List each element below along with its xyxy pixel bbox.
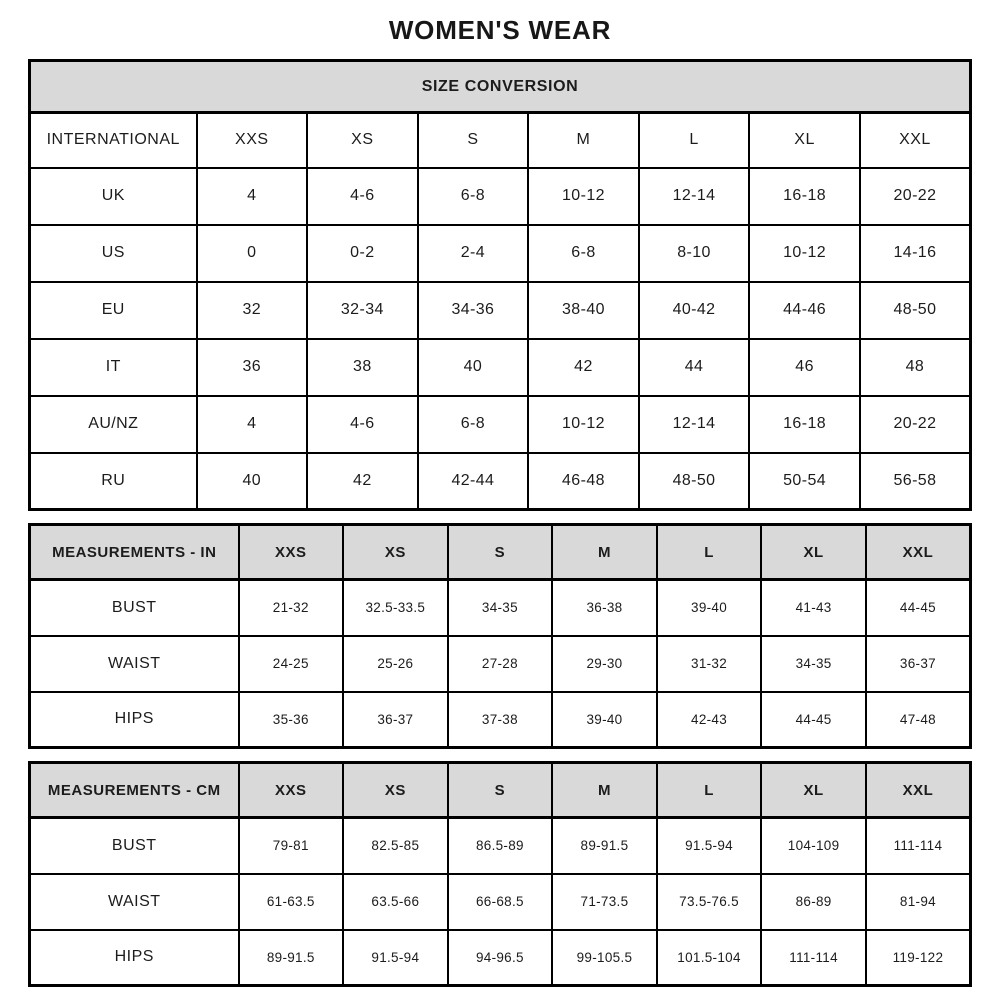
value-cell: 44-45 (761, 692, 866, 748)
value-cell: 89-91.5 (239, 930, 344, 986)
table-row (30, 580, 971, 636)
value-cell: 29-30 (552, 636, 657, 692)
column-header-size: XXL (860, 113, 971, 168)
column-header-label: INTERNATIONAL (30, 113, 197, 168)
value-cell: 66-68.5 (448, 874, 553, 930)
table-row (30, 818, 971, 874)
column-header-size: S (418, 113, 529, 168)
value-cell: 35-36 (239, 692, 344, 748)
column-header-size: M (552, 763, 657, 818)
column-header-size: L (639, 113, 750, 168)
value-cell: 32.5-33.5 (343, 580, 448, 636)
value-cell: 6-8 (418, 168, 529, 225)
value-cell: 16-18 (749, 396, 860, 453)
column-header-size: XXL (866, 763, 971, 818)
value-cell: 119-122 (866, 930, 971, 986)
value-cell: 91.5-94 (657, 818, 762, 874)
value-cell: 25-26 (343, 636, 448, 692)
value-cell: 36 (197, 339, 308, 396)
value-cell: 47-48 (866, 692, 971, 748)
value-cell: 81-94 (866, 874, 971, 930)
row-label: RU (30, 453, 197, 510)
column-header-size: S (448, 525, 553, 580)
value-cell: 36-37 (343, 692, 448, 748)
value-cell: 4 (197, 396, 308, 453)
row-label: WAIST (30, 636, 239, 692)
page-title: WOMEN'S WEAR (388, 15, 612, 45)
value-cell: 8-10 (639, 225, 750, 282)
value-cell: 73.5-76.5 (657, 874, 762, 930)
value-cell: 14-16 (860, 225, 971, 282)
value-cell: 44 (639, 339, 750, 396)
measurements-cm-header-row (30, 763, 971, 818)
value-cell: 32 (197, 282, 308, 339)
value-cell: 42-43 (657, 692, 762, 748)
table-row (30, 339, 971, 396)
column-header-size: XL (749, 113, 860, 168)
value-cell: 40 (418, 339, 529, 396)
row-label: UK (30, 168, 197, 225)
value-cell: 6-8 (528, 225, 639, 282)
value-cell: 44-45 (866, 580, 971, 636)
column-header-size: M (552, 525, 657, 580)
value-cell: 12-14 (639, 168, 750, 225)
column-header-size: XXS (239, 525, 344, 580)
value-cell: 4 (197, 168, 308, 225)
table-row (30, 692, 971, 748)
value-cell: 89-91.5 (552, 818, 657, 874)
value-cell: 50-54 (749, 453, 860, 510)
value-cell: 10-12 (528, 396, 639, 453)
value-cell: 41-43 (761, 580, 866, 636)
value-cell: 10-12 (528, 168, 639, 225)
value-cell: 20-22 (860, 396, 971, 453)
column-header-size: XS (307, 113, 418, 168)
value-cell: 99-105.5 (552, 930, 657, 986)
row-label: HIPS (30, 692, 239, 748)
value-cell: 56-58 (860, 453, 971, 510)
value-cell: 32-34 (307, 282, 418, 339)
row-label: US (30, 225, 197, 282)
value-cell: 44-46 (749, 282, 860, 339)
value-cell: 39-40 (657, 580, 762, 636)
table-row (30, 225, 971, 282)
table-spacer (28, 749, 972, 761)
value-cell: 31-32 (657, 636, 762, 692)
value-cell: 63.5-66 (343, 874, 448, 930)
measurements-in-table (28, 523, 972, 749)
column-header-size: XXL (866, 525, 971, 580)
size-conversion-header-row (30, 113, 971, 168)
value-cell: 104-109 (761, 818, 866, 874)
measurements-cm-table (28, 761, 972, 987)
value-cell: 42-44 (418, 453, 529, 510)
row-label: HIPS (30, 930, 239, 986)
row-label: IT (30, 339, 197, 396)
column-header-size: XS (343, 763, 448, 818)
row-label: BUST (30, 818, 239, 874)
value-cell: 10-12 (749, 225, 860, 282)
value-cell: 86.5-89 (448, 818, 553, 874)
row-label: BUST (30, 580, 239, 636)
column-header-label: MEASUREMENTS - IN (30, 525, 239, 580)
table-row (30, 930, 971, 986)
value-cell: 12-14 (639, 396, 750, 453)
row-label: AU/NZ (30, 396, 197, 453)
table-row (30, 282, 971, 339)
value-cell: 0-2 (307, 225, 418, 282)
value-cell: 71-73.5 (552, 874, 657, 930)
value-cell: 101.5-104 (657, 930, 762, 986)
size-conversion-banner: SIZE CONVERSION (28, 59, 972, 111)
measurements-in-header-row (30, 525, 971, 580)
column-header-size: XXS (197, 113, 308, 168)
row-label: EU (30, 282, 197, 339)
table-row (30, 636, 971, 692)
value-cell: 40 (197, 453, 308, 510)
column-header-size: M (528, 113, 639, 168)
value-cell: 42 (307, 453, 418, 510)
value-cell: 0 (197, 225, 308, 282)
table-spacer (28, 511, 972, 523)
column-header-size: L (657, 763, 762, 818)
value-cell: 27-28 (448, 636, 553, 692)
value-cell: 46-48 (528, 453, 639, 510)
value-cell: 48-50 (860, 282, 971, 339)
table-row (30, 396, 971, 453)
column-header-size: XS (343, 525, 448, 580)
column-header-size: XL (761, 763, 866, 818)
value-cell: 34-35 (761, 636, 866, 692)
value-cell: 79-81 (239, 818, 344, 874)
value-cell: 37-38 (448, 692, 553, 748)
column-header-size: XXS (239, 763, 344, 818)
value-cell: 38 (307, 339, 418, 396)
table-row (30, 874, 971, 930)
column-header-label: MEASUREMENTS - CM (30, 763, 239, 818)
table-row (30, 453, 971, 510)
value-cell: 34-36 (418, 282, 529, 339)
value-cell: 34-35 (448, 580, 553, 636)
value-cell: 21-32 (239, 580, 344, 636)
value-cell: 46 (749, 339, 860, 396)
row-label: WAIST (30, 874, 239, 930)
value-cell: 61-63.5 (239, 874, 344, 930)
value-cell: 48-50 (639, 453, 750, 510)
column-header-size: XL (761, 525, 866, 580)
value-cell: 111-114 (761, 930, 866, 986)
value-cell: 36-38 (552, 580, 657, 636)
column-header-size: S (448, 763, 553, 818)
value-cell: 39-40 (552, 692, 657, 748)
value-cell: 94-96.5 (448, 930, 553, 986)
value-cell: 2-4 (418, 225, 529, 282)
value-cell: 111-114 (866, 818, 971, 874)
value-cell: 36-37 (866, 636, 971, 692)
value-cell: 24-25 (239, 636, 344, 692)
value-cell: 16-18 (749, 168, 860, 225)
value-cell: 91.5-94 (343, 930, 448, 986)
value-cell: 6-8 (418, 396, 529, 453)
value-cell: 4-6 (307, 168, 418, 225)
size-conversion-table (28, 111, 972, 511)
value-cell: 38-40 (528, 282, 639, 339)
column-header-size: L (657, 525, 762, 580)
value-cell: 20-22 (860, 168, 971, 225)
table-row (30, 168, 971, 225)
value-cell: 42 (528, 339, 639, 396)
value-cell: 4-6 (307, 396, 418, 453)
value-cell: 86-89 (761, 874, 866, 930)
value-cell: 40-42 (639, 282, 750, 339)
value-cell: 48 (860, 339, 971, 396)
value-cell: 82.5-85 (343, 818, 448, 874)
